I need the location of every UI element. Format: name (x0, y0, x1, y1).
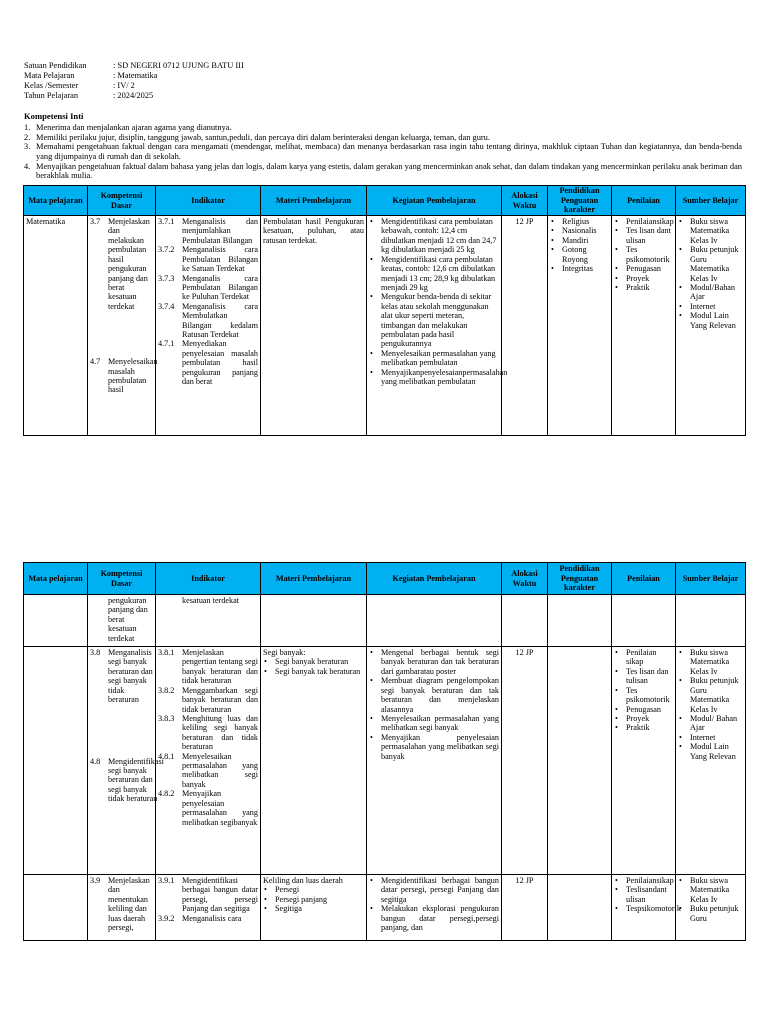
table-row (24, 595, 746, 647)
list-item: • Segitiga (263, 904, 364, 913)
alokasi-cell: 12 JP (502, 875, 548, 941)
header-cell: Penilaian (612, 563, 676, 595)
penilaian-list (614, 876, 681, 914)
indikator-text: Menyelesaikan permasalahan yang melibatkan segi banyak (182, 751, 258, 789)
list-item: • Tes lisan dant ulisan (614, 226, 673, 245)
list-item: • Tes lisan dan tulisan (614, 667, 673, 686)
penilaian-list (614, 648, 673, 733)
penilaian-cell (612, 875, 681, 941)
penilaian-cell (612, 595, 676, 647)
indikator-number: 3.7.2 (158, 245, 175, 255)
sumber-cell (676, 875, 746, 941)
item-number: 4. (24, 161, 31, 171)
list-item: • Proyek (614, 274, 673, 283)
header-cell: Indikator (156, 563, 261, 595)
syllabus-table-1 (23, 185, 746, 436)
kd-text: Menganalisis segi banyak beraturan dan segi banyak tidak beraturan (108, 648, 153, 705)
kegiatan-cell (367, 875, 502, 941)
indikator-cell (156, 216, 261, 436)
kd-cell (88, 647, 164, 875)
indikator-number: 3.7.4 (158, 301, 175, 311)
indikator-item (158, 648, 258, 686)
indikator-number: 3.9.1 (158, 876, 175, 885)
header-cell: Kompetensi Dasar (88, 563, 156, 595)
kegiatan-cell (367, 216, 508, 436)
kd-cell (88, 216, 156, 436)
list-item: • Menyajikanpenyelesaianpermasalahan yang melibatkan pembulatan (369, 368, 499, 387)
kegiatan-list (369, 217, 508, 387)
sumber-list (678, 648, 743, 761)
list-item: • Persegi panjang (263, 895, 364, 904)
item-number: 1. (24, 123, 31, 132)
identity-value: : Matematika (113, 71, 158, 80)
indikator-item (158, 686, 258, 714)
indikator-text: Menggambarkan segi banyak beraturan dan tidak beraturan (182, 685, 258, 714)
indikator-item (158, 302, 258, 340)
list-item: • Gotong Royong (550, 245, 609, 264)
kd-item (90, 876, 153, 933)
indikator-item (158, 339, 258, 386)
list-item: • Praktik (614, 283, 673, 292)
sumber-cell (676, 216, 746, 436)
list-item: • Buku siswa Matematika Kelas Iv (678, 876, 743, 904)
header-cell: Pendidikan Penguatan karakter (548, 186, 612, 216)
indikator-item (158, 789, 258, 827)
list-item (24, 133, 742, 143)
header-cell: Alokasi Waktu (502, 563, 548, 595)
indikator-cell (156, 595, 261, 647)
list-item: • Internet (678, 302, 743, 311)
indikator-number: 3.7.1 (158, 217, 175, 226)
list-item: • Persegi (263, 885, 364, 894)
kd-number: 4.7 (90, 357, 101, 367)
list-item: • Tes psikomotorik (614, 245, 673, 264)
header-cell: Kegiatan Pembelajaran (367, 563, 502, 595)
list-item: • Nasionalis (550, 226, 609, 235)
list-item (24, 123, 742, 133)
indikator-text: Menyediakan penyelesaian masalah pembulatan hasil pengukuran panjang dan berat (182, 339, 258, 387)
list-item: • Proyek (614, 714, 673, 723)
list-item: • Buku siswa Matematika Kelas Iv (678, 648, 743, 676)
list-item: • Segi banyak beraturan (263, 657, 364, 666)
list-item: • Praktik (614, 723, 673, 732)
list-item: • Buku petunjuk Guru Matematika Kelas Iv (678, 676, 743, 714)
header-cell: Pendidikan Penguatan karakter (548, 563, 612, 595)
penilaian-cell (612, 216, 676, 436)
list-item: • Religius (550, 217, 609, 226)
header-cell: Sumber Belajar (676, 186, 746, 216)
indikator-item (158, 914, 258, 923)
list-item: • Buku petunjuk Guru (678, 904, 743, 923)
identity-value: : 2024/2025 (113, 91, 154, 100)
identity-block (24, 61, 244, 101)
list-item: • Penilaiansikap (614, 217, 673, 226)
kd-text: Menjelaskan dan melakukan pembulatan hasil pengukuran panjang dan berat kesatuan terdekat (108, 217, 150, 311)
karakter-cell (548, 875, 612, 941)
indikator-text: Menganalis cara Pembulatan Bilangan ke Puluhan Terdekat (182, 273, 258, 302)
kd-item (90, 648, 153, 705)
identity-row (24, 71, 244, 81)
kegiatan-cell (367, 595, 502, 647)
indikator-cell (156, 647, 261, 875)
list-item: • Modul/ Bahan Ajar (678, 714, 743, 733)
identity-row (24, 91, 244, 101)
identity-label: Tahun Pelajaran (24, 91, 79, 100)
identity-label: Mata Pelajaran (24, 71, 75, 80)
penilaian-cell (612, 647, 676, 875)
list-item (24, 142, 742, 161)
list-item: • Teslisandant ulisan (614, 885, 673, 904)
indikator-number: 3.9.2 (158, 913, 175, 923)
karakter-cell (548, 647, 612, 875)
kd-item (90, 217, 153, 311)
materi-cell (261, 647, 367, 875)
sumber-list (678, 217, 743, 330)
indikator-text: Menganalisis dan menjumlahkan Pembulatan Bilangan (182, 217, 258, 245)
identity-row (24, 61, 244, 71)
list-item: • Penilaian sikap (614, 648, 673, 667)
kd-item (90, 357, 158, 395)
list-item: • Penugasan (614, 705, 673, 714)
karakter-list (550, 217, 609, 274)
table-row (24, 647, 746, 875)
karakter-cell (548, 595, 612, 647)
kd-text: Mengidentifikasi segi banyak beraturan dan segi banyak tidak beraturan (108, 756, 164, 804)
indikator-text: kesatuan terdekat (182, 596, 240, 605)
list-item: • Modul/Bahan Ajar (678, 283, 743, 302)
list-item (24, 162, 742, 181)
kegiatan-list (369, 876, 499, 933)
kd-number: 3.7 (90, 217, 101, 226)
list-item: • Modul Lain Yang Relevan (678, 311, 743, 330)
list-item: • Menyelesaikan permasalahan yang melibatkan pembulatan (369, 349, 499, 368)
list-item: • Tespsikomotorik (614, 904, 673, 913)
item-text: Memahami pengetahuan faktual dengan cara mengamati (mendengar, melihat, membaca) dan menanya berdasarkan rasa ingin tahu tentang dirinya, makhluk ciptaan Tuhan dan kegiatannya, dan benda-benda yang dijumpainya di rumah dan di sekolah. (36, 142, 742, 161)
header-cell: Alokasi Waktu (502, 186, 548, 216)
syllabus-table-2 (23, 562, 746, 941)
kd-cell (88, 595, 156, 647)
materi-cell (261, 875, 367, 941)
alokasi-cell (502, 595, 548, 647)
list-item: • Mengidentifikasi berbagai bangun datar persegi, persegi Panjang dan segitiga (369, 876, 499, 904)
identity-row (24, 81, 244, 91)
header-cell: Kegiatan Pembelajaran (367, 186, 502, 216)
list-item: • Membuat diagram pengelompokan segi banyak beraturan dan tak beraturan dan menjelaskan alasannya (369, 676, 499, 714)
mapel-cell (24, 875, 88, 941)
kd-text: pengukuran panjang dan berat kesatuan terdekat (108, 596, 148, 643)
materi-cell (261, 595, 367, 647)
alokasi-cell: 12 JP (502, 647, 548, 875)
list-item: • Mengukur benda-benda di sekitar kelas atau sekolah menggunakan alat ukur seperti meteran, timbangan dan melakukan pembulatan pada hasil pengukurannya (369, 292, 499, 349)
indikator-number: 4.8.1 (158, 751, 175, 761)
table-header-row (24, 186, 746, 216)
list-item: • Penilaiansikap (614, 876, 673, 885)
indikator-number: 3.8.2 (158, 685, 175, 695)
list-item: • Penugasan (614, 264, 673, 273)
mapel-cell (24, 647, 88, 875)
indikator-text: Menganalisis cara Pembulatan Bilangan ke Satuan Terdekat (182, 245, 258, 274)
list-item: • Tes psikomotorik (614, 686, 673, 705)
identity-value: : SD NEGERI 0712 UJUNG BATU III (113, 61, 244, 70)
indikator-text: Menjelaskan pengertian tentang segi banyak beraturan dan tidak beraturan (182, 648, 258, 686)
mapel-cell: Matematika (24, 216, 88, 436)
sumber-list (678, 876, 743, 923)
indikator-number: 3.8.3 (158, 713, 175, 723)
list-item: • Modul Lain Yang Relevan (678, 742, 743, 761)
kd-text: Menyelesaikan masalah pembulatan hasil (108, 357, 158, 395)
indikator-item (158, 752, 258, 790)
mapel-cell (24, 595, 88, 647)
list-item: • Menyajikan penyelesaian permasalahan yang melibatkan segi banyak (369, 733, 499, 761)
indikator-text: Menyajikan penyelesaian permasalahan yang melibatkan segibanyak (182, 789, 258, 827)
indikator-number: 4.8.2 (158, 789, 175, 799)
materi-title: Keliling dan luas daerah (263, 876, 343, 885)
header-cell: Sumber Belajar (676, 563, 746, 595)
kegiatan-cell (367, 647, 502, 875)
header-cell: Mata pelajaran (24, 563, 88, 595)
list-item: • Integritas (550, 264, 609, 273)
indikator-text: Menghitung luas dan keliling segi banyak beraturan dan tidak beraturan (182, 713, 258, 752)
alokasi-cell: 12 JP (502, 216, 548, 436)
materi-list (263, 657, 364, 676)
item-text: Menerima dan menjalankan ajaran agama yang dianutnya. (36, 123, 232, 132)
kompetensi-inti-list (24, 123, 742, 181)
kd-number: 4.8 (90, 756, 101, 766)
kd-item (90, 756, 164, 804)
table-row (24, 875, 746, 941)
item-number: 2. (24, 132, 31, 142)
indikator-item (158, 217, 258, 245)
identity-label: Satuan Pendidikan (24, 61, 87, 70)
table-row (24, 216, 746, 436)
indikator-text: Mengidentifikasi berbagai bangun datar persegi, persegi Panjang dan segitiga (182, 876, 258, 914)
identity-label: Kelas /Semester (24, 81, 79, 90)
kd-text: Menjelaskan dan menentukan keliling dan luas daerah persegi, (108, 876, 150, 933)
kegiatan-list (369, 648, 499, 761)
indikator-item (158, 876, 258, 914)
list-item: • Mandiri (550, 236, 609, 245)
header-cell: Mata pelajaran (24, 186, 88, 216)
header-cell: Indikator (156, 186, 261, 216)
item-number: 3. (24, 142, 31, 152)
list-item: • Internet (678, 733, 743, 742)
indikator-item (158, 245, 258, 273)
header-cell: Materi Pembelajaran (261, 563, 367, 595)
sumber-cell (676, 647, 746, 875)
list-item: • Buku petunjuk Guru Matematika Kelas Iv (678, 245, 743, 283)
materi-title: Segi banyak: (263, 648, 306, 657)
penilaian-list (614, 217, 673, 292)
kompetensi-inti-title: Kompetensi Inti (24, 111, 84, 121)
indikator-text: Menganalisis cara Membulatkan Bilangan kedalam Ratusan Terdekat (182, 301, 258, 340)
indikator-number: 3.8.1 (158, 648, 175, 657)
list-item: • Melakukan eksplorasi pengukuran bangun datar persegi,persegi panjang, dan (369, 904, 499, 932)
kd-cell (88, 875, 156, 941)
item-text: Menyajikan pengetahuan faktual dalam bahasa yang jelas dan logis, dalam karya yang estetis, dalam gerakan yang mencerminkan anak sehat, dan dalam tindakan yang mencerminkan perilaku anak beriman dan berakhlak mulia. (36, 161, 742, 181)
header-cell: Materi Pembelajaran (261, 186, 367, 216)
materi-list (263, 885, 364, 913)
list-item: • Mengidentifikasi cara pembulatan keatas, contoh: 12,6 cm dibulatkan menjadi 13 cm; 28,9 kg dibulatkan menjadi 29 kg (369, 255, 499, 293)
indikator-number: 4.7.1 (158, 339, 175, 349)
sumber-cell (676, 595, 746, 647)
list-item: • Menyelesaikan permasalahan yang melibatkan segi banyak (369, 714, 499, 733)
indikator-cell (156, 875, 261, 941)
table-header-row (24, 563, 746, 595)
indikator-item (158, 714, 258, 752)
header-cell: Kompetensi Dasar (88, 186, 156, 216)
indikator-number: 3.7.3 (158, 273, 175, 283)
kd-number: 3.9 (90, 876, 101, 885)
list-item: • Buku siswa Matematika Kelas Iv (678, 217, 743, 245)
indikator-item (158, 274, 258, 302)
kd-number: 3.8 (90, 648, 101, 657)
list-item: • Mengidentifikasi cara pembulatan kebawah, contoh: 12,4 cm dibulatkan menjadi 12 cm dan 24,7 kg dibulatkan menjadi 25 kg (369, 217, 499, 255)
materi-cell: Pembulatan hasil Pengukuran kesatuan, puluhan, atau ratusan terdekat. (261, 216, 367, 436)
identity-value: : IV/ 2 (113, 81, 135, 90)
karakter-cell (548, 216, 612, 436)
item-text: Memiliki perilaku jujur, disiplin, tanggung jawab, santun,peduli, dan percaya diri dalam berinteraksi dengan keluarga, teman, dan guru. (36, 132, 490, 142)
list-item: • Mengenal berbagai bentuk segi banyak beraturan dan tak beraturan dari gambaratau poster (369, 648, 499, 676)
header-cell: Penilaian (612, 186, 676, 216)
list-item: • Segi banyak tak beraturan (263, 667, 364, 676)
indikator-text: Menganalisis cara (182, 913, 242, 923)
